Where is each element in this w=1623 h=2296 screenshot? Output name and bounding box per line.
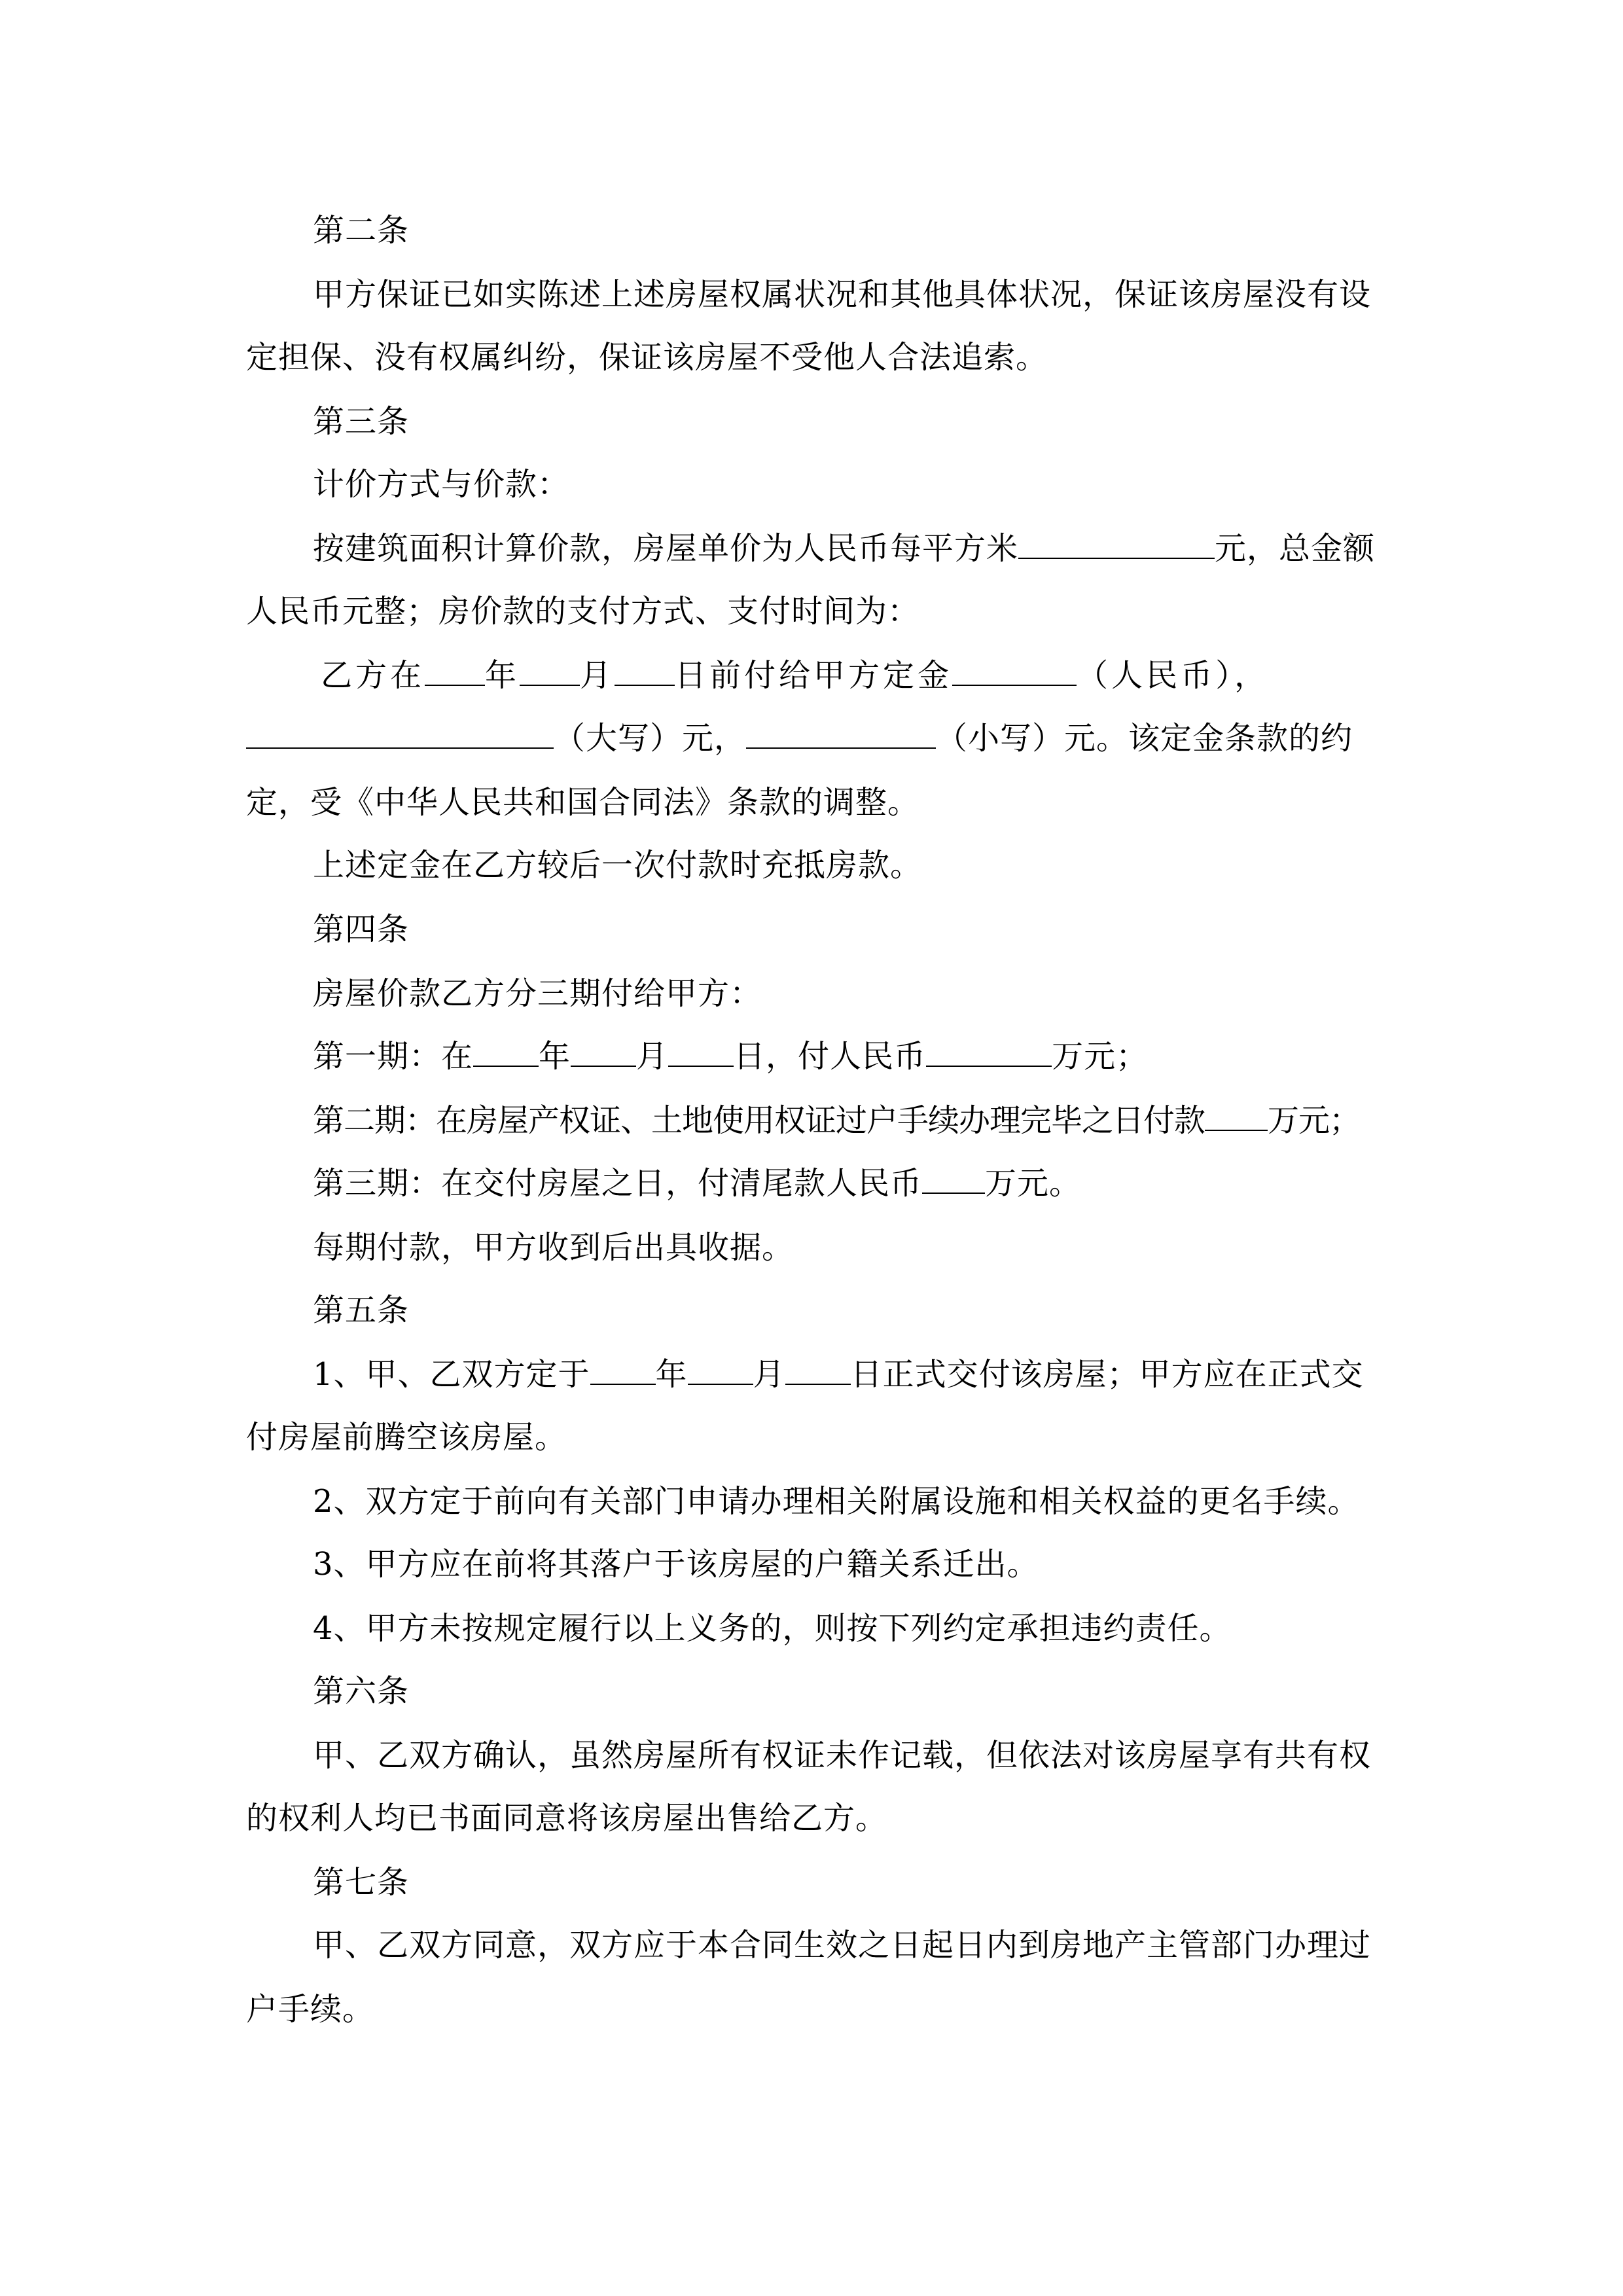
article-7-paragraph-line-2: 户手续。 — [246, 1991, 375, 2028]
payment-method-line: 人民币元整；房价款的支付方式、支付时间为： — [246, 593, 920, 630]
first-month-blank[interactable] — [571, 1041, 636, 1067]
deposit-lowercase-blank[interactable] — [746, 723, 936, 749]
rename-procedure-line: 2、双方定于前向有关部门申请办理相关附属设施和相关权益的更名手续。 — [313, 1483, 1360, 1520]
article-4-heading: 第四条 — [313, 911, 410, 948]
deposit-amount-blank[interactable] — [952, 660, 1077, 686]
breach-liability-line: 4、甲方未按规定履行以上义务的，则按下列约定承担违约责任。 — [313, 1610, 1232, 1647]
household-registration-line: 3、甲方应在前将其落户于该房屋的户籍关系迁出。 — [313, 1546, 1039, 1583]
article-2-heading: 第二条 — [313, 212, 410, 249]
deposit-date-line: 乙方在 年 月 日前付给甲方定金 （人民币）， — [321, 657, 1270, 694]
deposit-month-blank[interactable] — [520, 660, 580, 686]
third-installment-line: 第三期：在交付房屋之日，付清尾款人民币 万元。 — [313, 1165, 1082, 1202]
first-amount-blank[interactable] — [926, 1041, 1052, 1067]
article-7-heading: 第七条 — [313, 1864, 410, 1901]
article-6-heading: 第六条 — [313, 1673, 410, 1710]
deposit-day-blank[interactable] — [615, 660, 675, 686]
article-7-paragraph-line-1: 甲、乙双方同意，双方应于本合同生效之日起日内到房地产主管部门办理过 — [313, 1927, 1372, 1964]
deposit-law-line: 定，受《中华人民共和国合同法》条款的调整。 — [246, 784, 920, 821]
deposit-offset-line: 上述定金在乙方较后一次付款时充抵房款。 — [313, 847, 923, 884]
deposit-year-blank[interactable] — [425, 660, 485, 686]
second-installment-line: 第二期：在房屋产权证、土地使用权证过户手续办理完毕之日付款 万元； — [313, 1102, 1361, 1139]
unit-price-line: 按建筑面积计算价款，房屋单价为人民币每平方米 元，总金额 — [313, 530, 1376, 567]
delivery-day-blank[interactable] — [785, 1359, 851, 1385]
article-5-heading: 第五条 — [313, 1292, 410, 1329]
article-3-heading: 第三条 — [313, 403, 410, 440]
unit-price-blank[interactable] — [1018, 533, 1215, 559]
vacate-line: 付房屋前腾空该房屋。 — [246, 1419, 567, 1456]
article-2-paragraph-line-2: 定担保、没有权属纠纷，保证该房屋不受他人合法追索。 — [246, 339, 1048, 376]
delivery-date-line: 1、甲、乙双方定于 年 月 日正式交付该房屋；甲方应在正式交 — [313, 1356, 1364, 1393]
article-2-paragraph-line-1: 甲方保证已如实陈述上述房屋权属状况和其他具体状况，保证该房屋没有设 — [313, 276, 1372, 313]
third-amount-blank[interactable] — [922, 1168, 985, 1194]
deposit-amount-line: （大写）元， （小写）元。该定金条款的约 — [246, 719, 1353, 758]
first-day-blank[interactable] — [668, 1041, 734, 1067]
first-installment-line: 第一期：在 年 月 日，付人民币 万元； — [313, 1038, 1149, 1075]
receipt-line: 每期付款，甲方收到后出具收据。 — [313, 1229, 794, 1266]
delivery-month-blank[interactable] — [688, 1359, 753, 1385]
pricing-method-line: 计价方式与价款： — [313, 466, 570, 503]
article-6-paragraph-line-2: 的权利人均已书面同意将该房屋出售给乙方。 — [246, 1800, 888, 1837]
installments-intro-line: 房屋价款乙方分三期付给甲方： — [313, 975, 762, 1012]
delivery-year-blank[interactable] — [590, 1359, 656, 1385]
second-amount-blank[interactable] — [1205, 1105, 1268, 1131]
article-6-paragraph-line-1: 甲、乙双方确认，虽然房屋所有权证未作记载，但依法对该房屋享有共有权 — [313, 1737, 1372, 1774]
deposit-uppercase-blank[interactable] — [246, 723, 554, 749]
first-year-blank[interactable] — [473, 1041, 539, 1067]
